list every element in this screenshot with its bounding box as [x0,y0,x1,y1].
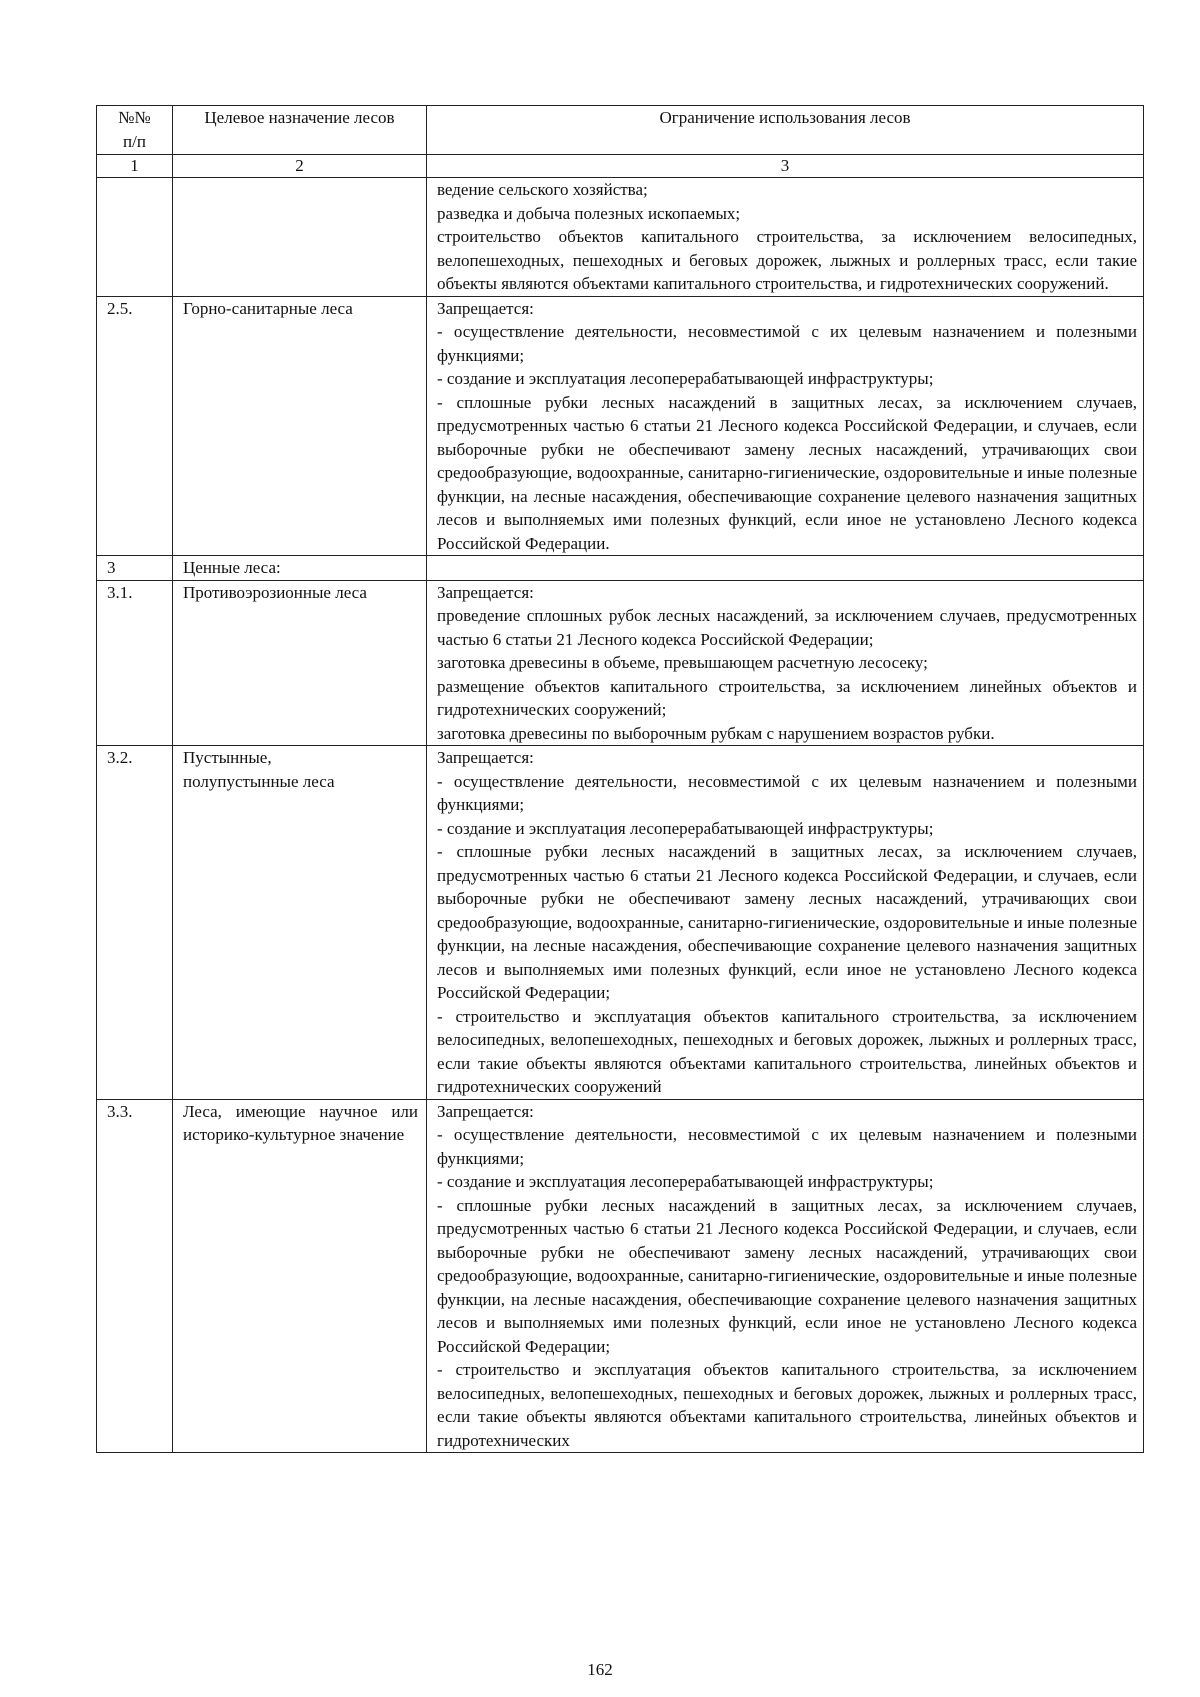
header-number: №№ п/п [97,106,173,155]
usage-restriction: Запрещается: проведение сплошных рубок лесных насаждений, за исключением случаев, предусмотренных частью 6 статьи 21 Лесного кодекса Российской Федерации; заготовка древесины в объеме, превышающем расчетную лесосеку; размещение объектов капитального строительства, за исключением линейных объектов и гидротехнических сооружений; заготовка древесины по выборочным рубкам с нарушением возрастов рубки. [427,580,1144,746]
usage-restriction [427,556,1144,581]
forest-restrictions-table [96,105,1144,1453]
usage-restriction: Запрещается: - осуществление деятельности, несовместимой с их целевым назначением и полезными функциями; - создание и эксплуатация лесоперерабатывающей инфраструктуры; - сплошные рубки лесных насаждений в защитных лесах, за исключением случаев, предусмотренных частью 6 статьи 21 Лесного кодекса Российской Федерации, и случаев, если выборочные рубки не обеспечивают замену лесных насаждений, утрачивающих свои средообразующие, водоохранные, санитарно-гигиенические, оздоровительные и иные полезные функции, на лесные насаждения, обеспечивающие сохранение целевого назначения защитных лесов и выполняемых ими полезных функций, если иное не установлено Лесного кодекса Российской Федерации; - строительство и эксплуатация объектов капитального строительства, за исключением велосипедных, велопешеходных, пешеходных и беговых дорожек, лыжных и роллерных трасс, если такие объекты являются объектами капитального строительства, линейных объектов и гидротехнических [427,1099,1144,1453]
row-number: 3 [97,556,173,581]
row-number: 3.2. [97,746,173,1100]
document-page [96,105,1143,1453]
table-row [97,1099,1144,1453]
table-row [97,178,1144,297]
column-numbers-row [97,155,1144,178]
forest-purpose: Ценные леса: [173,556,427,581]
table-row [97,296,1144,556]
forest-purpose: Горно-санитарные леса [173,296,427,556]
usage-restriction: Запрещается: - осуществление деятельности, несовместимой с их целевым назначением и полезными функциями; - создание и эксплуатация лесоперерабатывающей инфраструктуры; - сплошные рубки лесных насаждений в защитных лесах, за исключением случаев, предусмотренных частью 6 статьи 21 Лесного кодекса Российской Федерации, и случаев, если выборочные рубки не обеспечивают замену лесных насаждений, утрачивающих свои средообразующие, водоохранные, санитарно-гигиенические, оздоровительные и иные полезные функции, на лесные насаждения, обеспечивающие сохранение целевого назначения защитных лесов и выполняемых ими полезных функций, если иное не установлено Лесного кодекса Российской Федерации; - строительство и эксплуатация объектов капитального строительства, за исключением велосипедных, велопешеходных, пешеходных и беговых дорожек, лыжных и роллерных трасс, если такие объекты являются объектами капитального строительства, линейных объектов и гидротехнических сооружений [427,746,1144,1100]
page-number: 162 [587,1660,613,1679]
usage-restriction: Запрещается: - осуществление деятельности, несовместимой с их целевым назначением и полезными функциями; - создание и эксплуатация лесоперерабатывающей инфраструктуры; - сплошные рубки лесных насаждений в защитных лесах, за исключением случаев, предусмотренных частью 6 статьи 21 Лесного кодекса Российской Федерации, и случаев, если выборочные рубки не обеспечивают замену лесных насаждений, утрачивающих свои средообразующие, водоохранные, санитарно-гигиенические, оздоровительные и иные полезные функции, на лесные насаждения, обеспечивающие сохранение целевого назначения защитных лесов и выполняемых ими полезных функций, если иное не установлено Лесного кодекса Российской Федерации. [427,296,1144,556]
table-row [97,580,1144,746]
row-number: 3.3. [97,1099,173,1453]
table-row [97,746,1144,1100]
column-number-3: 3 [427,155,1144,178]
forest-purpose [173,178,427,297]
header-restriction: Ограничение использования лесов [427,106,1144,155]
table-header-row [97,106,1144,155]
forest-purpose: Противоэрозионные леса [173,580,427,746]
forest-purpose: Леса, имеющие научное или историко-культурное значение [173,1099,427,1453]
column-number-1: 1 [97,155,173,178]
forest-purpose: Пустынные, полупустынные леса [173,746,427,1100]
row-number [97,178,173,297]
table-body [97,178,1144,1453]
column-number-2: 2 [173,155,427,178]
usage-restriction: ведение сельского хозяйства; разведка и добыча полезных ископаемых; строительство объектов капитального строительства, за исключением велосипедных, велопешеходных, пешеходных и беговых дорожек, лыжных и роллерных трасс, если такие объекты являются объектами капитального строительства, и гидротехнических сооружений. [427,178,1144,297]
row-number: 3.1. [97,580,173,746]
table-row [97,556,1144,581]
row-number: 2.5. [97,296,173,556]
header-purpose: Целевое назначение лесов [173,106,427,155]
